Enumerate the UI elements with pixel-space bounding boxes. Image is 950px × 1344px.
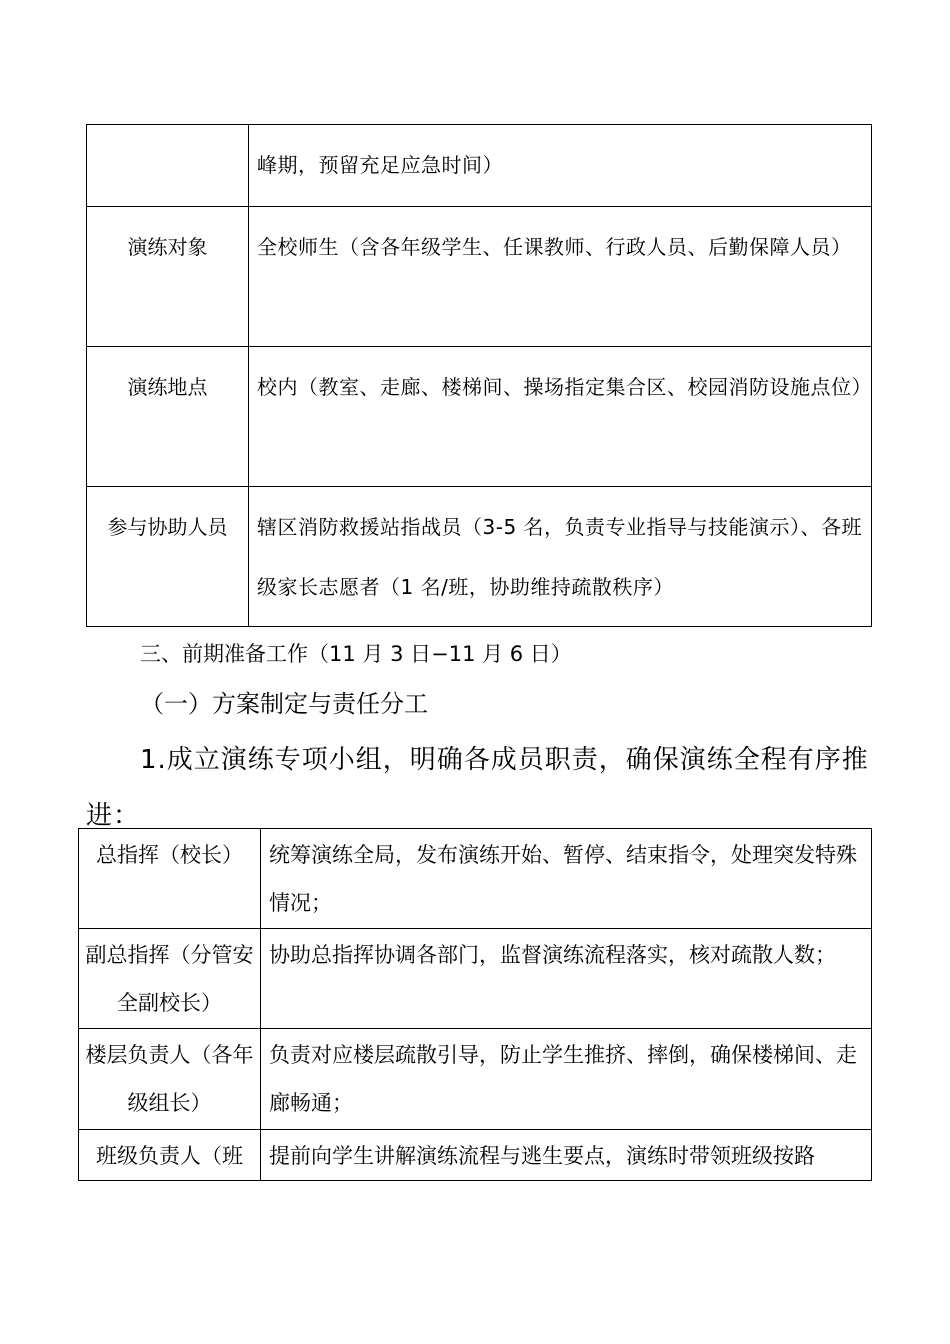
table-row xyxy=(79,1130,872,1181)
subsection-heading: （一）方案制定与责任分工 xyxy=(140,690,428,718)
role-label: 楼层负责人（各年级组长） xyxy=(79,1029,261,1130)
section-heading: 三、前期准备工作（11 月 3 日−11 月 6 日） xyxy=(140,642,572,666)
row-content: 辖区消防救援站指战员（3-5 名，负责专业指导与技能演示）、各班级家长志愿者（1 名/班，协助维持疏散秩序） xyxy=(249,487,872,627)
responsibility-table xyxy=(78,828,872,1181)
role-duty: 协助总指挥协调各部门，监督演练流程落实，核对疏散人数； xyxy=(261,929,872,1029)
role-label: 副总指挥（分管安全副校长） xyxy=(79,929,261,1029)
list-item-paragraph: 1.成立演练专项小组，明确各成员职责，确保演练全程有序推进： xyxy=(86,745,869,831)
table-row xyxy=(87,207,872,347)
role-duty: 提前向学生讲解演练流程与逃生要点，演练时带领班级按路 xyxy=(261,1130,872,1181)
table-row xyxy=(79,829,872,929)
row-label: 演练地点 xyxy=(87,347,249,487)
table-row xyxy=(87,487,872,627)
role-label: 班级负责人（班 xyxy=(79,1130,261,1181)
role-duty: 统筹演练全局，发布演练开始、暂停、结束指令，处理突发特殊情况； xyxy=(261,829,872,929)
role-duty: 负责对应楼层疏散引导，防止学生推挤、摔倒，确保楼梯间、走廊畅通； xyxy=(261,1029,872,1130)
row-content: 全校师生（含各年级学生、任课教师、行政人员、后勤保障人员） xyxy=(249,207,872,347)
row-content: 校内（教室、走廊、楼梯间、操场指定集合区、校园消防设施点位） xyxy=(249,347,872,487)
row-label xyxy=(87,125,249,207)
table-row xyxy=(79,1029,872,1130)
table-row xyxy=(87,347,872,487)
row-label: 演练对象 xyxy=(87,207,249,347)
table-row xyxy=(79,929,872,1029)
role-label: 总指挥（校长） xyxy=(79,829,261,929)
row-content: 峰期，预留充足应急时间） xyxy=(249,125,872,207)
row-label: 参与协助人员 xyxy=(87,487,249,627)
table-row xyxy=(87,125,872,207)
info-table xyxy=(86,124,872,627)
